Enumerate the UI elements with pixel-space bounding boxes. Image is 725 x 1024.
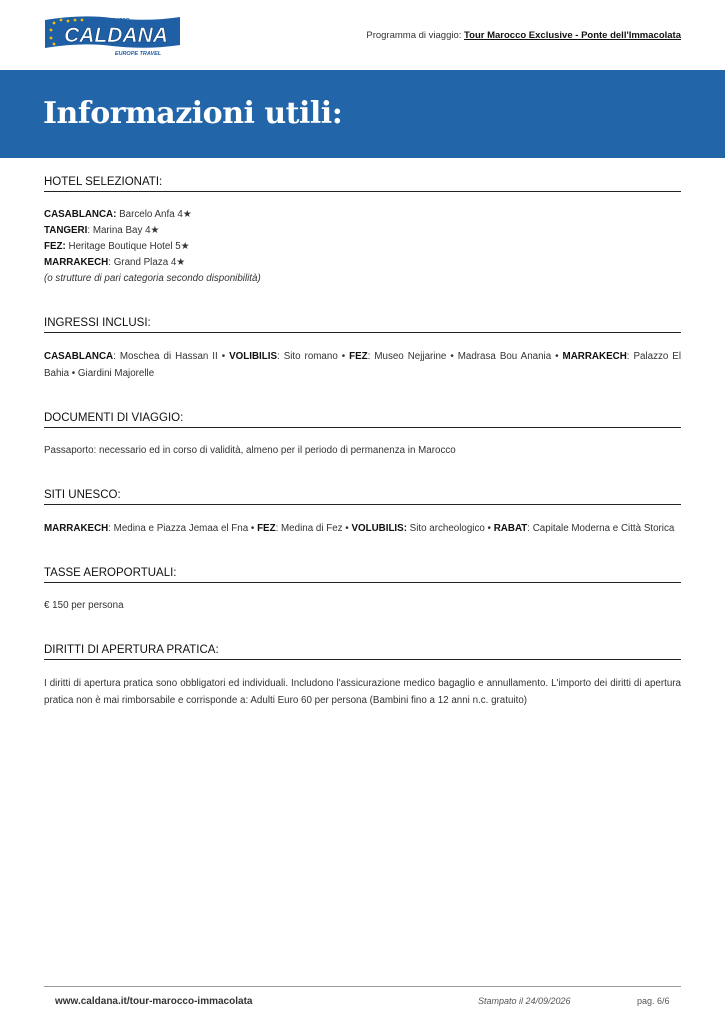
hotel-name: Barcelo Anfa 4★ xyxy=(119,209,192,220)
site-list: : Capitale Moderna e Città Storica xyxy=(527,523,675,534)
documenti-text: Passaporto: necessario ed in corso di validità, almeno per il periodo di permanenza in Marocco xyxy=(44,445,456,456)
logo-tagline-top: TOUR OPERATOR xyxy=(86,18,130,24)
section-heading: HOTEL SELEZIONATI: xyxy=(44,176,681,192)
hotel-city: TANGERI xyxy=(44,225,88,236)
hotel-sep: : xyxy=(87,225,93,236)
ingressi-text xyxy=(44,348,681,382)
section-heading: SITI UNESCO: xyxy=(44,489,681,505)
footer-divider xyxy=(44,986,681,987)
hotel-sep: : xyxy=(108,257,114,268)
tasse-text: € 150 per persona xyxy=(44,600,124,611)
city-label: MARRAKECH xyxy=(44,523,109,534)
hotel-item xyxy=(44,223,681,239)
footer-url-link[interactable]: www.caldana.it/tour-marocco-immacolata xyxy=(55,996,253,1007)
content xyxy=(44,176,681,739)
section-heading: INGRESSI INCLUSI: xyxy=(44,317,681,333)
section-hotel xyxy=(44,176,681,287)
program-label: Programma di viaggio: xyxy=(366,30,462,41)
site-list: Sito archeologico • xyxy=(406,523,494,534)
city-label: MARRAKECH xyxy=(562,351,627,362)
city-label: FEZ xyxy=(349,351,368,362)
city-label: VOLIBILIS xyxy=(229,351,278,362)
caldana-logo[interactable] xyxy=(42,12,184,58)
section-unesco xyxy=(44,489,681,537)
unesco-text xyxy=(44,520,681,537)
hotel-name: Marina Bay 4★ xyxy=(92,225,160,236)
site-list: : Museo Nejjarine • Madrasa Bou Anania • xyxy=(367,351,563,362)
hotel-city: MARRAKECH xyxy=(44,257,109,268)
logo-wordmark: CALDANA xyxy=(64,24,168,47)
section-heading: DOCUMENTI DI VIAGGIO: xyxy=(44,412,681,428)
section-documenti xyxy=(44,412,681,459)
page-title: Informazioni utili: xyxy=(43,96,343,131)
section-diritti xyxy=(44,644,681,709)
site-list: : Sito romano • xyxy=(277,351,350,362)
hotel-city: CASABLANCA: xyxy=(44,209,117,220)
site-list: : Medina di Fez • xyxy=(275,523,352,534)
city-label: VOLUBILIS: xyxy=(351,523,407,534)
logo-tagline-bottom: EUROPE TRAVEL xyxy=(114,51,162,57)
diritti-text: I diritti di apertura pratica sono obbligatori ed individuali. Includono l'assicurazione medico bagaglio e annullamento. L'importo dei diritti di apertura pratica non è mai rimborsabile e corrisponde a: Adulti Euro 60 per persona (Bambini fino a 12 anni n.c. gratuito) xyxy=(44,678,681,706)
page-banner xyxy=(0,70,725,158)
section-heading: TASSE AEROPORTUALI: xyxy=(44,567,681,583)
section-heading: DIRITTI DI APERTURA PRATICA: xyxy=(44,644,681,660)
hotel-item xyxy=(44,255,681,271)
hotel-city: FEZ: xyxy=(44,241,66,252)
site-list: : Palazzo El Bahia • Giardini Majorelle xyxy=(44,351,681,379)
footer-page-number: pag. 6/6 xyxy=(637,996,670,1006)
city-label: CASABLANCA xyxy=(44,351,114,362)
site-list: : Moschea di Hassan II • xyxy=(113,351,230,362)
program-title-link[interactable]: Tour Marocco Exclusive - Ponte dell'Immacolata xyxy=(464,30,681,41)
hotel-name: Heritage Boutique Hotel 5★ xyxy=(68,241,190,252)
hotel-item xyxy=(44,239,681,255)
city-label: RABAT xyxy=(493,523,528,534)
site-list: : Medina e Piazza Jemaa el Fna • xyxy=(108,523,258,534)
footer-print-date: Stampato il 24/09/2026 xyxy=(478,996,571,1006)
program-line xyxy=(366,30,681,41)
hotel-note: (o strutture di pari categoria secondo disponibilità) xyxy=(44,273,261,284)
section-tasse xyxy=(44,567,681,614)
section-ingressi xyxy=(44,317,681,382)
city-label: FEZ xyxy=(257,523,276,534)
hotel-name: Grand Plaza 4★ xyxy=(113,257,186,268)
hotel-item xyxy=(44,207,681,223)
